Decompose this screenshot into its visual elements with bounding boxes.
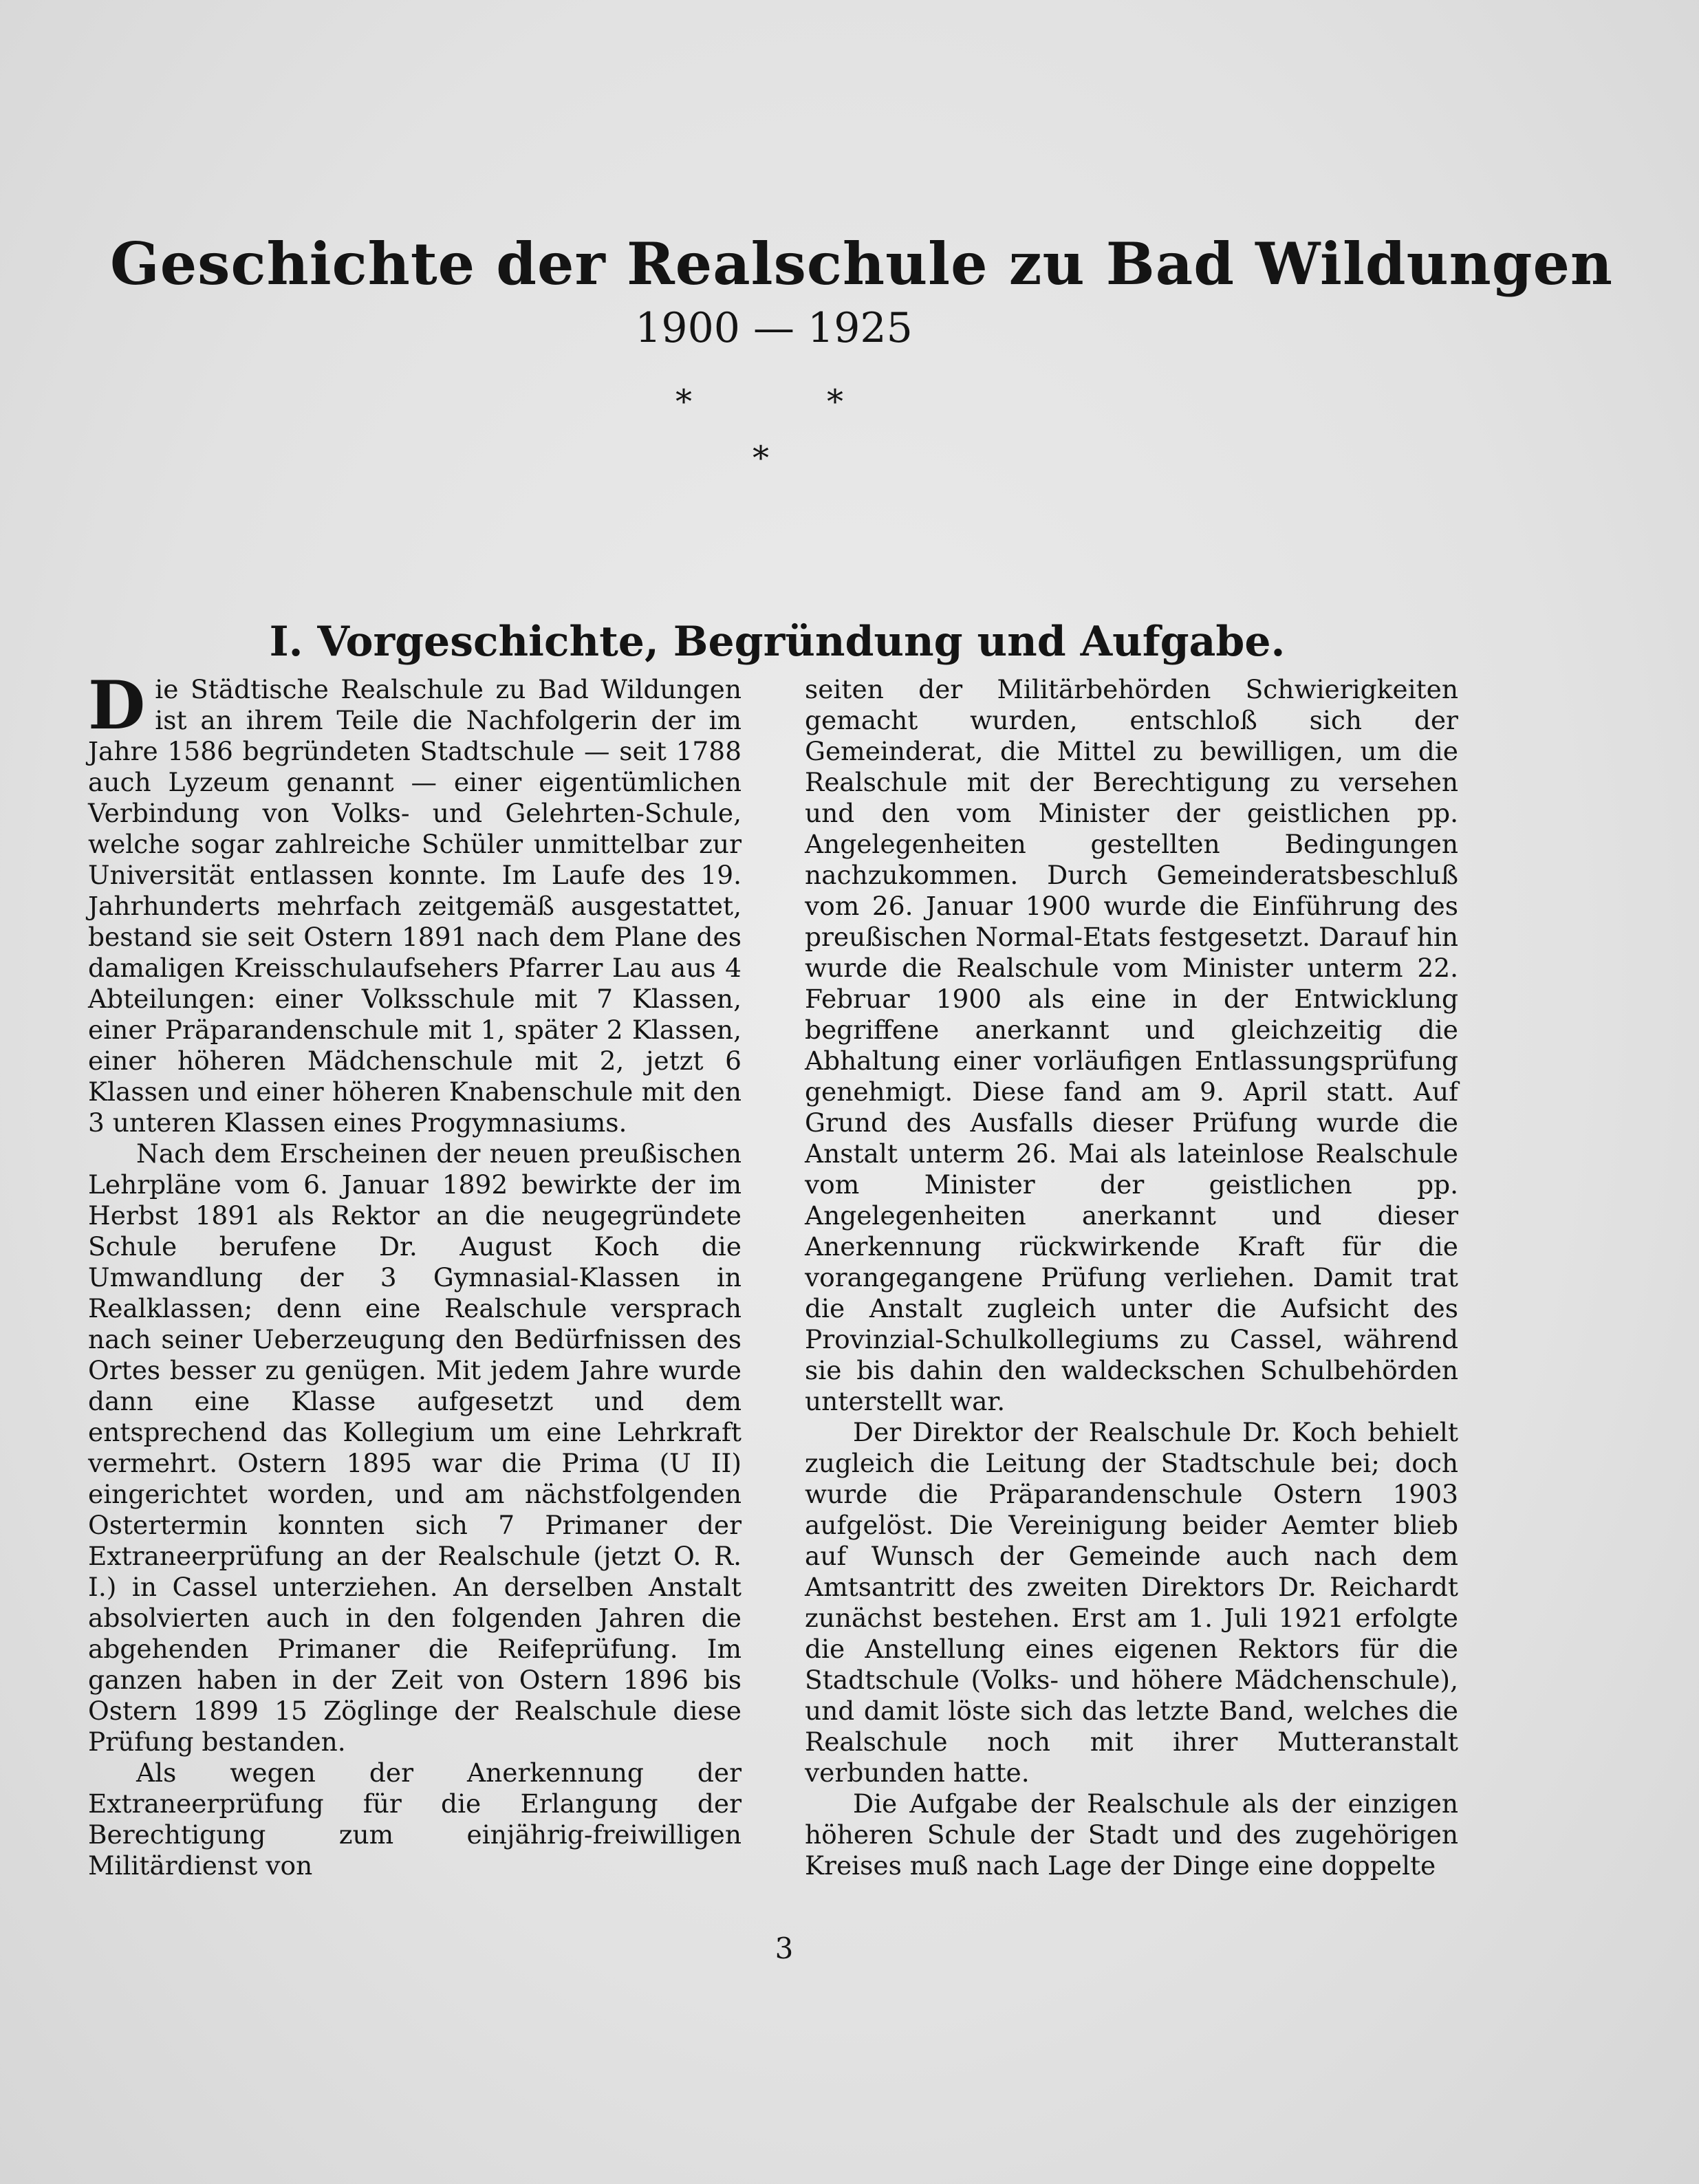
paragraph: Als wegen der Anerkennung der Extraneerprüfung für die Erlangung der Berechtigung zum einjährig-freiwilligen Militärdienst von (88, 1758, 742, 1881)
page-number: 3 (775, 1932, 794, 1965)
drop-cap: D (88, 667, 146, 744)
star-icon: * (675, 382, 692, 421)
year-range: 1900 — 1925 (635, 304, 913, 352)
asterism-ornament (647, 382, 894, 482)
paragraph: Nach dem Erscheinen der neuen preußischen Lehrpläne vom 6. Januar 1892 bewirkte der im Herbst 1891 als Rektor an die neugegründete Schule berufene Dr. August Koch die Umwandlung der 3 Gymnasial-Klassen in Realklassen; denn eine Realschule versprach nach seiner Ueberzeugung den Bedürfnissen des Ortes besser zu genügen. Mit jedem Jahre wurde dann eine Klasse aufgesetzt und dem entsprechend das Kollegium um eine Lehrkraft vermehrt. Ostern 1895 war die Prima (U II) eingerichtet worden, und am nächstfolgenden Ostertermin konnten sich 7 Primaner der Extraneerprüfung an der Realschule (jetzt O. R. I.) in Cassel unterziehen. An derselben Anstalt absolvierten auch in den folgenden Jahren die abgehenden Primaner die Reifeprüfung. Im ganzen haben in der Zeit von Ostern 1896 bis Ostern 1899 15 Zöglinge der Realschule diese Prüfung bestanden. (88, 1138, 742, 1757)
paragraph: Der Direktor der Realschule Dr. Koch behielt zugleich die Leitung der Stadtschule bei; doch wurde die Präparandenschule Ostern 1903 aufgelöst. Die Vereinigung beider Aemter blieb auf Wunsch der Gemeinde auch nach dem Amtsantritt des zweiten Direktors Dr. Reichardt zunächst bestehen. Erst am 1. Juli 1921 erfolgte die Anstellung eines eigenen Rektors für die Stadtschule (Volks- und höhere Mädchenschule), und damit löste sich das letzte Band, welches die Realschule noch mit ihrer Mutteranstalt verbunden hatte. (805, 1417, 1458, 1788)
text-column-right (805, 674, 1458, 1881)
paragraph (88, 667, 742, 1138)
paragraph-text: ie Städtische Realschule zu Bad Wildungen ist an ihrem Teile die Nachfolgerin der im Jahre 1586 begründeten Stadtschule — seit 1788 auch Lyzeum genannt — einer eigentümlichen Verbindung von Volks- und Gelehrten-Schule, welche sogar zahlreiche Schüler unmittelbar zur Universität entlassen konnte. Im Laufe des 19. Jahrhunderts mehrfach zeitgemäß ausgestattet, bestand sie seit Ostern 1891 nach dem Plane des damaligen Kreisschulaufsehers Pfarrer Lau aus 4 Abteilungen: einer Volksschule mit 7 Klassen, einer Präparandenschule mit 1, später 2 Klassen, einer höheren Mädchenschule mit 2, jetzt 6 Klassen und einer höheren Knabenschule mit den 3 unteren Klassen eines Progymnasiums. (88, 674, 742, 1138)
paragraph: seiten der Militärbehörden Schwierigkeiten gemacht wurden, entschloß sich der Gemeinderat, die Mittel zu bewilligen, um die Realschule mit der Berechtigung zu versehen und den vom Minister der geistlichen pp. Angelegenheiten gestellten Bedingungen nachzukommen. Durch Gemeinderatsbeschluß vom 26. Januar 1900 wurde die Einführung des preußischen Normal-Etats festgesetzt. Darauf hin wurde die Realschule vom Minister unterm 22. Februar 1900 als eine in der Entwicklung begriffene anerkannt und gleichzeitig die Abhaltung einer vorläufigen Entlassungsprüfung genehmigt. Diese fand am 9. April statt. Auf Grund des Ausfalls dieser Prüfung wurde die Anstalt unterm 26. Mai als lateinlose Realschule vom Minister der geistlichen pp. Angelegenheiten anerkannt und dieser Anerkennung rückwirkende Kraft für die vorangegangene Prüfung verliehen. Damit trat die Anstalt zugleich unter die Aufsicht des Provinzial-Schulkollegiums zu Cassel, während sie bis dahin den waldeckschen Schulbehörden unterstellt war. (805, 674, 1458, 1416)
section-heading: I. Vorgeschichte, Begründung und Aufgabe. (269, 617, 1286, 666)
document-title: Geschichte der Realschule zu Bad Wildungen (110, 230, 1613, 299)
star-icon: * (753, 439, 769, 477)
text-column-left (88, 667, 742, 1881)
paragraph: Die Aufgabe der Realschule als der einzigen höheren Schule der Stadt und des zugehörigen Kreises muß nach Lage der Dinge eine doppelte (805, 1788, 1458, 1881)
star-icon: * (827, 382, 843, 421)
